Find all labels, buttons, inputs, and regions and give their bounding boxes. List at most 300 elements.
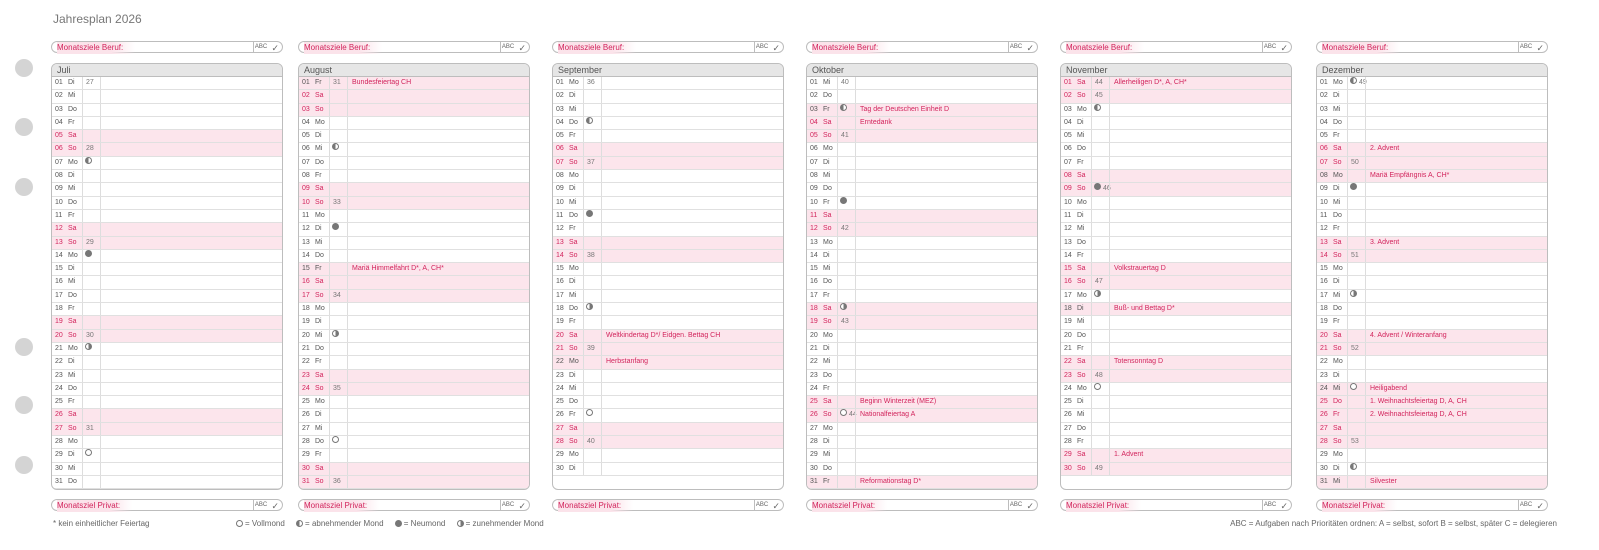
day-row[interactable] — [807, 170, 1037, 183]
event-cell[interactable] — [1109, 316, 1291, 328]
event-cell[interactable] — [855, 290, 1037, 302]
day-row[interactable] — [1061, 396, 1291, 409]
event-cell[interactable] — [100, 370, 282, 382]
day-row[interactable] — [807, 330, 1037, 343]
event-cell[interactable] — [100, 276, 282, 288]
day-row[interactable] — [52, 316, 282, 329]
day-row[interactable] — [553, 290, 783, 303]
day-row[interactable] — [1061, 303, 1291, 316]
event-cell[interactable] — [601, 290, 783, 302]
event-cell[interactable] — [100, 210, 282, 222]
check-icon[interactable]: ✓ — [772, 43, 780, 53]
event-cell[interactable] — [100, 170, 282, 182]
check-icon[interactable]: ✓ — [271, 43, 279, 53]
day-row[interactable] — [807, 143, 1037, 156]
day-row[interactable] — [807, 104, 1037, 117]
event-cell[interactable] — [601, 237, 783, 249]
event-cell[interactable] — [855, 130, 1037, 142]
day-row[interactable] — [1317, 449, 1547, 462]
event-cell[interactable] — [347, 104, 529, 116]
day-row[interactable] — [1061, 130, 1291, 143]
event-cell[interactable] — [855, 316, 1037, 328]
day-row[interactable] — [1061, 449, 1291, 462]
event-cell[interactable] — [347, 130, 529, 142]
event-cell[interactable] — [347, 476, 529, 488]
day-row[interactable] — [1317, 423, 1547, 436]
event-cell[interactable] — [100, 290, 282, 302]
event-cell[interactable] — [855, 183, 1037, 195]
day-row[interactable] — [52, 77, 282, 90]
event-cell[interactable]: 1. Advent — [1109, 449, 1291, 461]
event-cell[interactable] — [1109, 250, 1291, 262]
event-cell[interactable] — [100, 237, 282, 249]
event-cell[interactable] — [1365, 436, 1547, 448]
event-cell[interactable] — [347, 449, 529, 461]
day-row[interactable] — [1061, 143, 1291, 156]
abc-priority-icon[interactable]: ABC — [755, 502, 769, 508]
event-cell[interactable] — [100, 157, 282, 169]
day-row[interactable] — [52, 157, 282, 170]
day-row[interactable] — [299, 409, 529, 422]
event-cell[interactable] — [855, 77, 1037, 89]
event-cell[interactable] — [1109, 183, 1291, 195]
day-row[interactable] — [1061, 383, 1291, 396]
day-row[interactable] — [553, 77, 783, 90]
day-row[interactable] — [553, 383, 783, 396]
day-row[interactable] — [553, 316, 783, 329]
event-cell[interactable] — [347, 463, 529, 475]
goal-work-field[interactable] — [298, 41, 530, 53]
day-row[interactable] — [1061, 157, 1291, 170]
day-row[interactable] — [807, 157, 1037, 170]
event-cell[interactable] — [601, 210, 783, 222]
event-cell[interactable] — [100, 423, 282, 435]
event-cell[interactable] — [100, 463, 282, 475]
event-cell[interactable] — [601, 117, 783, 129]
event-cell[interactable] — [347, 197, 529, 209]
day-row[interactable] — [299, 263, 529, 276]
event-cell[interactable] — [601, 250, 783, 262]
event-cell[interactable]: Volkstrauertag D — [1109, 263, 1291, 275]
event-cell[interactable] — [1365, 210, 1547, 222]
event-cell[interactable] — [855, 423, 1037, 435]
event-cell[interactable]: 3. Advent — [1365, 237, 1547, 249]
day-row[interactable] — [299, 436, 529, 449]
abc-priority-icon[interactable]: ABC — [1263, 44, 1277, 50]
day-row[interactable] — [807, 356, 1037, 369]
day-row[interactable] — [299, 463, 529, 476]
event-cell[interactable] — [347, 237, 529, 249]
event-cell[interactable] — [1365, 77, 1547, 89]
day-row[interactable] — [299, 356, 529, 369]
event-cell[interactable] — [601, 276, 783, 288]
day-row[interactable] — [553, 117, 783, 130]
day-row[interactable] — [807, 183, 1037, 196]
day-row[interactable] — [1061, 223, 1291, 236]
check-icon[interactable]: ✓ — [518, 43, 526, 53]
day-row[interactable] — [553, 436, 783, 449]
check-icon[interactable]: ✓ — [1280, 43, 1288, 53]
day-row[interactable] — [299, 223, 529, 236]
day-row[interactable] — [299, 423, 529, 436]
day-row[interactable] — [299, 90, 529, 103]
event-cell[interactable] — [1109, 383, 1291, 395]
event-cell[interactable] — [1109, 409, 1291, 421]
day-row[interactable] — [52, 463, 282, 476]
day-row[interactable] — [553, 237, 783, 250]
day-row[interactable] — [807, 449, 1037, 462]
abc-priority-icon[interactable]: ABC — [254, 502, 268, 508]
day-row[interactable] — [1317, 170, 1547, 183]
goal-private-field[interactable] — [1316, 499, 1548, 511]
event-cell[interactable] — [347, 143, 529, 155]
day-row[interactable] — [1317, 104, 1547, 117]
event-cell[interactable] — [100, 303, 282, 315]
event-cell[interactable] — [347, 383, 529, 395]
event-cell[interactable] — [347, 409, 529, 421]
event-cell[interactable] — [601, 370, 783, 382]
event-cell[interactable] — [855, 170, 1037, 182]
event-cell[interactable]: Herbstanfang — [601, 356, 783, 368]
event-cell[interactable] — [601, 463, 783, 475]
day-row[interactable] — [1317, 157, 1547, 170]
day-row[interactable] — [807, 290, 1037, 303]
day-row[interactable] — [1061, 276, 1291, 289]
day-row[interactable] — [1061, 237, 1291, 250]
event-cell[interactable] — [1109, 104, 1291, 116]
event-cell[interactable] — [601, 436, 783, 448]
day-row[interactable] — [299, 197, 529, 210]
goal-work-field[interactable] — [1060, 41, 1292, 53]
day-row[interactable] — [807, 117, 1037, 130]
event-cell[interactable] — [601, 170, 783, 182]
day-row[interactable] — [1317, 117, 1547, 130]
day-row[interactable] — [299, 170, 529, 183]
check-icon[interactable]: ✓ — [271, 501, 279, 511]
day-row[interactable] — [807, 436, 1037, 449]
event-cell[interactable] — [601, 263, 783, 275]
day-row[interactable] — [52, 170, 282, 183]
day-row[interactable] — [52, 183, 282, 196]
event-cell[interactable]: Bundesfeiertag CH — [347, 77, 529, 89]
day-row[interactable] — [1061, 263, 1291, 276]
event-cell[interactable] — [1109, 197, 1291, 209]
day-row[interactable] — [52, 104, 282, 117]
day-row[interactable] — [553, 303, 783, 316]
event-cell[interactable] — [347, 117, 529, 129]
day-row[interactable] — [1061, 183, 1291, 196]
day-row[interactable] — [1317, 143, 1547, 156]
event-cell[interactable] — [1109, 463, 1291, 475]
day-row[interactable] — [299, 104, 529, 117]
event-cell[interactable] — [855, 449, 1037, 461]
event-cell[interactable] — [1109, 276, 1291, 288]
event-cell[interactable] — [100, 197, 282, 209]
day-row[interactable] — [807, 237, 1037, 250]
day-row[interactable] — [807, 343, 1037, 356]
event-cell[interactable] — [1109, 117, 1291, 129]
event-cell[interactable] — [1109, 210, 1291, 222]
day-row[interactable] — [807, 316, 1037, 329]
event-cell[interactable] — [100, 143, 282, 155]
event-cell[interactable] — [1365, 356, 1547, 368]
event-cell[interactable] — [100, 250, 282, 262]
abc-priority-icon[interactable]: ABC — [755, 44, 769, 50]
event-cell[interactable]: Beginn Winterzeit (MEZ) — [855, 396, 1037, 408]
day-row[interactable] — [52, 117, 282, 130]
event-cell[interactable] — [855, 356, 1037, 368]
day-row[interactable] — [553, 343, 783, 356]
event-cell[interactable] — [347, 250, 529, 262]
check-icon[interactable]: ✓ — [1280, 501, 1288, 511]
event-cell[interactable]: Heiligabend — [1365, 383, 1547, 395]
day-row[interactable] — [52, 223, 282, 236]
event-cell[interactable]: Mariä Empfängnis A, CH* — [1365, 170, 1547, 182]
event-cell[interactable] — [1365, 303, 1547, 315]
event-cell[interactable] — [100, 223, 282, 235]
day-row[interactable] — [807, 303, 1037, 316]
day-row[interactable] — [52, 396, 282, 409]
event-cell[interactable] — [347, 290, 529, 302]
day-row[interactable] — [807, 476, 1037, 489]
day-row[interactable] — [52, 383, 282, 396]
day-row[interactable] — [553, 104, 783, 117]
event-cell[interactable] — [100, 396, 282, 408]
event-cell[interactable] — [855, 463, 1037, 475]
event-cell[interactable] — [855, 370, 1037, 382]
event-cell[interactable] — [855, 343, 1037, 355]
day-row[interactable] — [1317, 223, 1547, 236]
check-icon[interactable]: ✓ — [1536, 43, 1544, 53]
day-row[interactable] — [553, 330, 783, 343]
day-row[interactable] — [299, 210, 529, 223]
goal-work-field[interactable] — [806, 41, 1038, 53]
goal-private-field[interactable] — [51, 499, 283, 511]
day-row[interactable] — [1061, 343, 1291, 356]
day-row[interactable] — [52, 130, 282, 143]
day-row[interactable] — [553, 90, 783, 103]
event-cell[interactable] — [1109, 343, 1291, 355]
day-row[interactable] — [52, 356, 282, 369]
event-cell[interactable]: 2. Weihnachtsfeiertag D, A, CH — [1365, 409, 1547, 421]
event-cell[interactable] — [601, 130, 783, 142]
day-row[interactable] — [1317, 396, 1547, 409]
day-row[interactable] — [807, 210, 1037, 223]
day-row[interactable] — [1317, 330, 1547, 343]
day-row[interactable] — [1317, 77, 1547, 90]
event-cell[interactable] — [100, 383, 282, 395]
event-cell[interactable] — [100, 476, 282, 488]
day-row[interactable] — [807, 383, 1037, 396]
event-cell[interactable] — [100, 409, 282, 421]
abc-priority-icon[interactable]: ABC — [501, 44, 515, 50]
event-cell[interactable]: Reformationstag D* — [855, 476, 1037, 488]
event-cell[interactable] — [1365, 90, 1547, 102]
event-cell[interactable] — [100, 104, 282, 116]
event-cell[interactable] — [601, 157, 783, 169]
day-row[interactable] — [299, 183, 529, 196]
event-cell[interactable] — [855, 303, 1037, 315]
abc-priority-icon[interactable]: ABC — [501, 502, 515, 508]
day-row[interactable] — [1061, 77, 1291, 90]
day-row[interactable] — [1317, 237, 1547, 250]
day-row[interactable] — [807, 263, 1037, 276]
check-icon[interactable]: ✓ — [772, 501, 780, 511]
event-cell[interactable]: Buß- und Bettag D* — [1109, 303, 1291, 315]
event-cell[interactable] — [601, 183, 783, 195]
day-row[interactable] — [807, 197, 1037, 210]
day-row[interactable] — [299, 330, 529, 343]
event-cell[interactable] — [601, 197, 783, 209]
day-row[interactable] — [52, 330, 282, 343]
event-cell[interactable] — [601, 303, 783, 315]
day-row[interactable] — [299, 77, 529, 90]
event-cell[interactable]: 2. Advent — [1365, 143, 1547, 155]
event-cell[interactable] — [601, 423, 783, 435]
day-row[interactable] — [1061, 436, 1291, 449]
event-cell[interactable] — [855, 383, 1037, 395]
event-cell[interactable] — [855, 223, 1037, 235]
day-row[interactable] — [1061, 170, 1291, 183]
day-row[interactable] — [1317, 476, 1547, 489]
event-cell[interactable] — [347, 170, 529, 182]
day-row[interactable] — [1317, 90, 1547, 103]
day-row[interactable] — [553, 356, 783, 369]
day-row[interactable] — [299, 383, 529, 396]
event-cell[interactable] — [1365, 343, 1547, 355]
event-cell[interactable]: Silvester — [1365, 476, 1547, 488]
event-cell[interactable] — [1365, 223, 1547, 235]
goal-work-field[interactable] — [1316, 41, 1548, 53]
day-row[interactable] — [299, 396, 529, 409]
event-cell[interactable] — [1109, 143, 1291, 155]
event-cell[interactable] — [601, 383, 783, 395]
day-row[interactable] — [52, 143, 282, 156]
day-row[interactable] — [1317, 263, 1547, 276]
event-cell[interactable] — [601, 143, 783, 155]
event-cell[interactable] — [347, 303, 529, 315]
event-cell[interactable] — [1109, 157, 1291, 169]
day-row[interactable] — [553, 409, 783, 422]
event-cell[interactable] — [347, 423, 529, 435]
event-cell[interactable] — [601, 77, 783, 89]
day-row[interactable] — [1061, 290, 1291, 303]
day-row[interactable] — [807, 409, 1037, 422]
day-row[interactable] — [1061, 210, 1291, 223]
day-row[interactable] — [1061, 250, 1291, 263]
day-row[interactable] — [299, 303, 529, 316]
day-row[interactable] — [1317, 343, 1547, 356]
abc-priority-icon[interactable]: ABC — [1009, 44, 1023, 50]
day-row[interactable] — [807, 223, 1037, 236]
event-cell[interactable] — [855, 237, 1037, 249]
event-cell[interactable] — [1365, 183, 1547, 195]
event-cell[interactable] — [100, 90, 282, 102]
event-cell[interactable] — [1109, 223, 1291, 235]
event-cell[interactable] — [347, 183, 529, 195]
day-row[interactable] — [553, 197, 783, 210]
day-row[interactable] — [553, 223, 783, 236]
event-cell[interactable] — [100, 117, 282, 129]
day-row[interactable] — [52, 263, 282, 276]
event-cell[interactable] — [1365, 250, 1547, 262]
event-cell[interactable]: 4. Advent / Winteranfang — [1365, 330, 1547, 342]
event-cell[interactable] — [601, 449, 783, 461]
day-row[interactable] — [553, 210, 783, 223]
event-cell[interactable]: Nationalfeiertag A — [855, 409, 1037, 421]
event-cell[interactable] — [855, 276, 1037, 288]
day-row[interactable] — [1061, 197, 1291, 210]
event-cell[interactable] — [347, 210, 529, 222]
event-cell[interactable] — [601, 223, 783, 235]
event-cell[interactable] — [855, 330, 1037, 342]
event-cell[interactable] — [1109, 130, 1291, 142]
event-cell[interactable] — [347, 396, 529, 408]
day-row[interactable] — [1061, 423, 1291, 436]
event-cell[interactable] — [1109, 370, 1291, 382]
day-row[interactable] — [299, 370, 529, 383]
day-row[interactable] — [807, 250, 1037, 263]
goal-private-field[interactable] — [552, 499, 784, 511]
day-row[interactable] — [1061, 463, 1291, 476]
event-cell[interactable]: Weltkindertag D*/ Eidgen. Bettag CH — [601, 330, 783, 342]
goal-work-field[interactable] — [51, 41, 283, 53]
event-cell[interactable]: Mariä Himmelfahrt D*, A, CH* — [347, 263, 529, 275]
day-row[interactable] — [1317, 383, 1547, 396]
event-cell[interactable] — [1109, 436, 1291, 448]
event-cell[interactable]: 1. Weihnachtsfeiertag D, A, CH — [1365, 396, 1547, 408]
goal-private-field[interactable] — [806, 499, 1038, 511]
event-cell[interactable] — [347, 370, 529, 382]
event-cell[interactable] — [347, 90, 529, 102]
day-row[interactable] — [553, 143, 783, 156]
event-cell[interactable] — [855, 143, 1037, 155]
day-row[interactable] — [1317, 316, 1547, 329]
day-row[interactable] — [52, 290, 282, 303]
day-row[interactable] — [1061, 316, 1291, 329]
day-row[interactable] — [52, 343, 282, 356]
event-cell[interactable] — [100, 77, 282, 89]
event-cell[interactable] — [1109, 423, 1291, 435]
day-row[interactable] — [1317, 183, 1547, 196]
abc-priority-icon[interactable]: ABC — [1519, 502, 1533, 508]
day-row[interactable] — [299, 316, 529, 329]
day-row[interactable] — [553, 276, 783, 289]
event-cell[interactable]: Totensonntag D — [1109, 356, 1291, 368]
event-cell[interactable] — [100, 343, 282, 355]
day-row[interactable] — [553, 396, 783, 409]
abc-priority-icon[interactable]: ABC — [1263, 502, 1277, 508]
event-cell[interactable] — [601, 104, 783, 116]
day-row[interactable] — [1061, 330, 1291, 343]
event-cell[interactable] — [855, 250, 1037, 262]
day-row[interactable] — [553, 157, 783, 170]
day-row[interactable] — [52, 276, 282, 289]
event-cell[interactable] — [1109, 90, 1291, 102]
event-cell[interactable] — [100, 449, 282, 461]
event-cell[interactable] — [347, 330, 529, 342]
event-cell[interactable] — [100, 130, 282, 142]
day-row[interactable] — [553, 449, 783, 462]
day-row[interactable] — [1061, 409, 1291, 422]
day-row[interactable] — [299, 343, 529, 356]
day-row[interactable] — [52, 449, 282, 462]
day-row[interactable] — [807, 130, 1037, 143]
day-row[interactable] — [52, 409, 282, 422]
day-row[interactable] — [52, 250, 282, 263]
check-icon[interactable]: ✓ — [1536, 501, 1544, 511]
event-cell[interactable] — [100, 356, 282, 368]
